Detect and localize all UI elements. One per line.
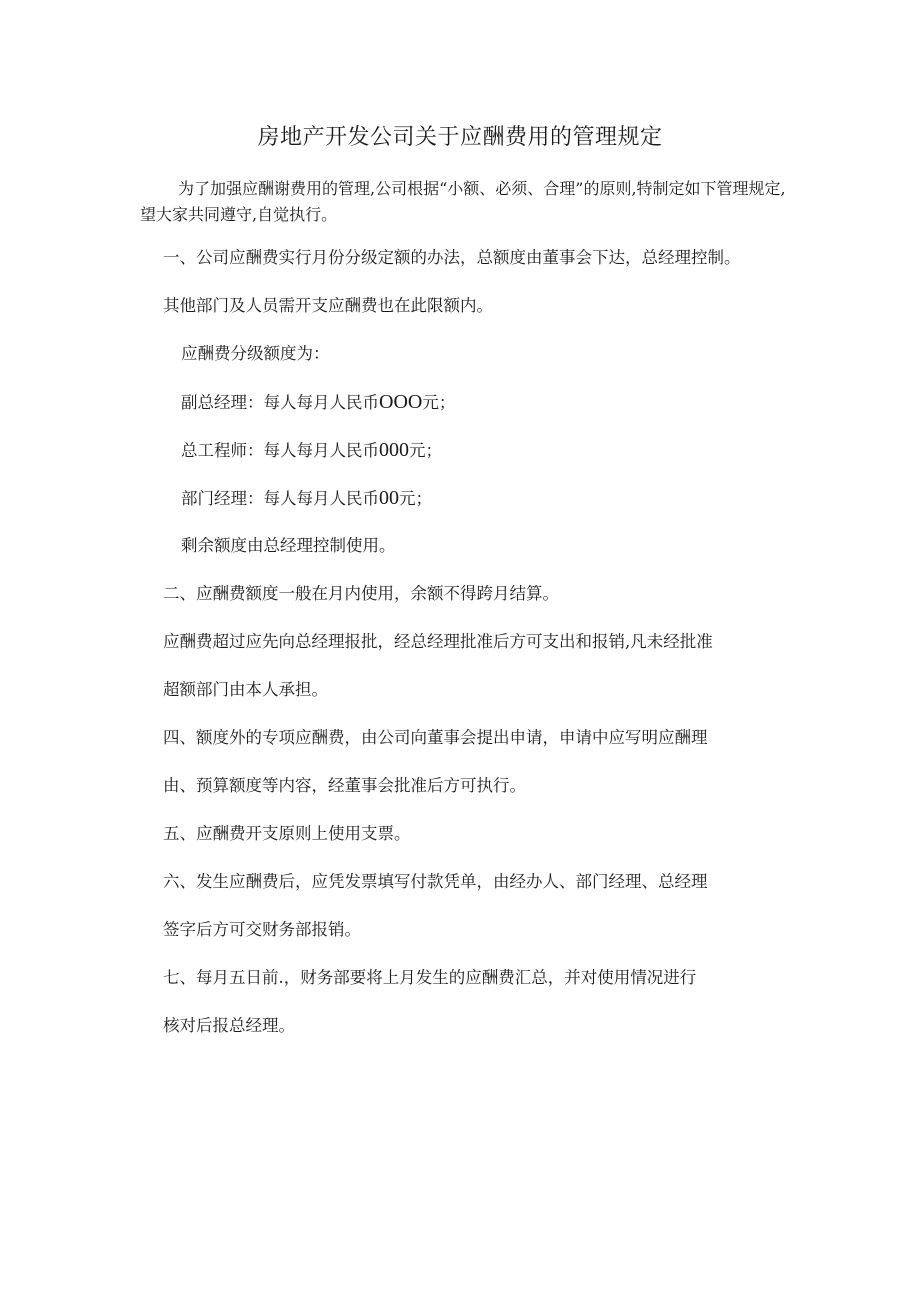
section-6-line-2: 签字后方可交财务部报销。 [163,920,361,939]
section-1-line-1: 一、公司应酬费实行月份分级定额的办法，总额度由董事会下达，总经理控制。 [163,248,741,267]
intro-paragraph: 为了加强应酬谢费用的管理,公司根据“小额、必须、合理”的原则,特制定如下管理规定,望大家共同遵守,自觉执行。 [140,179,786,224]
document-title: 房地产开发公司关于应酬费用的管理规定 [257,125,663,150]
section-1-line-2: 其他部门及人员需开支应酬费也在此限额内。 [163,296,493,315]
quota-dept-manager [181,486,432,511]
quota-chief-engineer [181,438,442,463]
quota-dept-manager-amount: 00 [379,487,399,509]
section-7-line-2: 核对后报总经理。 [163,1016,295,1035]
section-6-line-1: 六、发生应酬费后，应凭发票填写付款凭单，由经办人、部门经理、总经理 [163,872,708,891]
section-3-line-2: 超额部门由本人承担。 [163,680,328,699]
section-5-line-1: 五、应酬费开支原则上使用支票。 [163,824,411,843]
quota-chief-engineer-prefix: 总工程师：每人每月人民币 [181,441,379,460]
quota-chief-engineer-suffix: 元； [409,441,442,460]
quota-heading: 应酬费分级额度为： [181,344,330,363]
quota-dept-manager-prefix: 部门经理：每人每月人民币 [181,489,379,508]
section-2-line-1: 二、应酬费额度一般在月内使用，余额不得跨月结算。 [163,584,559,603]
quota-vice-gm-amount: OOO [379,391,423,413]
quota-dept-manager-suffix: 元； [399,489,432,508]
section-4-line-2: 由、预算额度等内容，经董事会批准后方可执行。 [163,776,526,795]
section-7-line-1: 七、每月五日前.，财务部要将上月发生的应酬费汇总，并对使用情况进行 [163,968,697,987]
quota-vice-gm-prefix: 副总经理：每人每月人民币 [181,393,379,412]
quota-vice-gm [181,390,455,415]
quota-chief-engineer-amount: 000 [379,439,409,461]
section-4-line-1: 四、额度外的专项应酬费，由公司向董事会提出申请，申请中应写明应酬理 [163,728,708,747]
quota-vice-gm-suffix: 元； [422,393,456,412]
quota-remainder: 剩余额度由总经理控制使用。 [181,536,396,555]
section-3-line-1: 应酬费超过应先向总经理报批，经总经理批准后方可支出和报销,凡未经批准 [163,632,713,651]
